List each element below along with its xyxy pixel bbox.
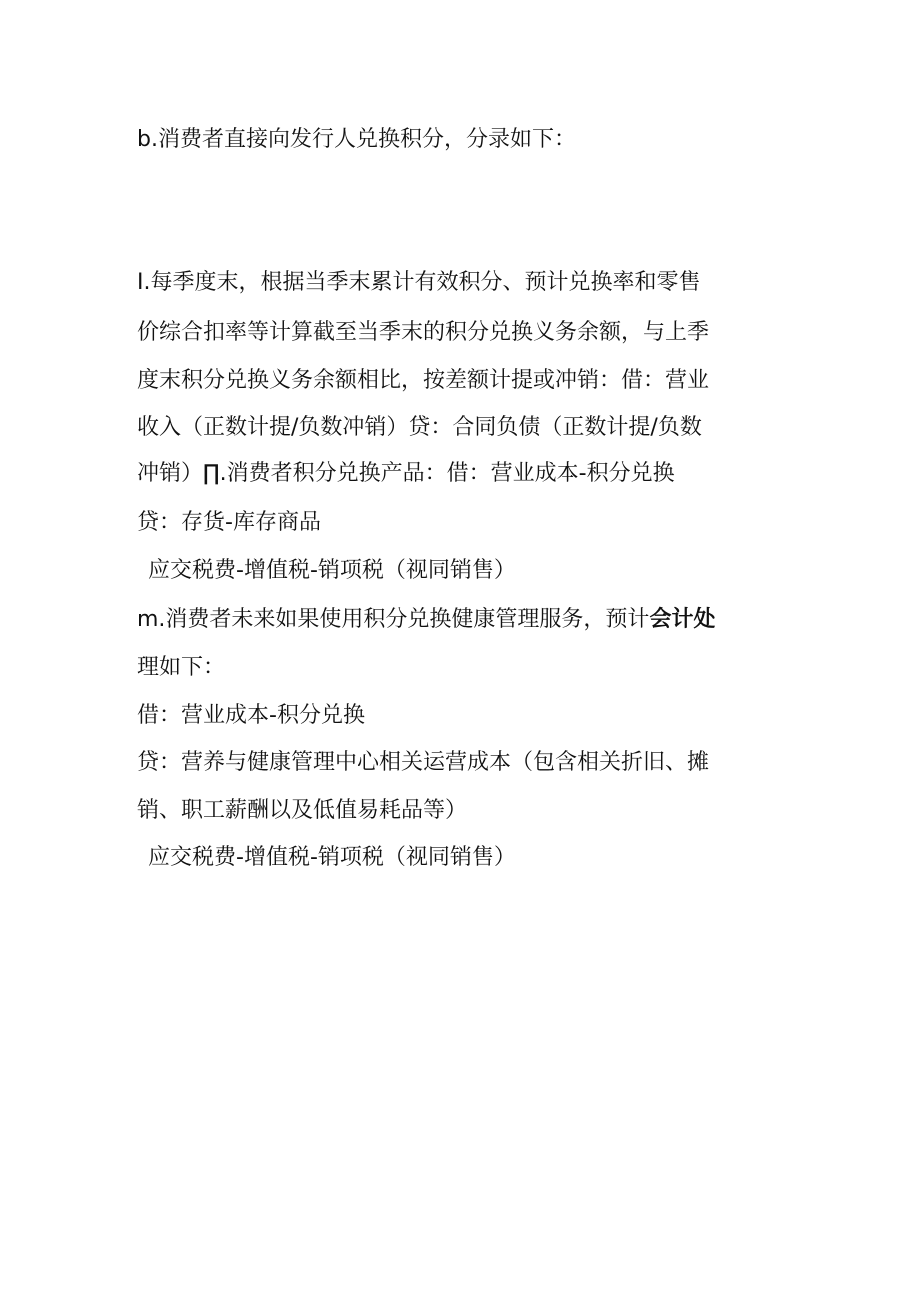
para1-line-6: 贷：存货-库存商品	[137, 510, 321, 535]
para1-line-1: I.每季度末，根据当季末累计有效积分、预计兑换率和零售	[137, 270, 701, 295]
para1-line-3: 度末积分兑换义务余额相比，按差额计提或冲销：借：营业	[137, 368, 710, 393]
para-m-bold-text: 会计处	[649, 607, 716, 632]
para1-line-4: 收入（正数计提/负数冲销）贷：合同负债（正数计提/负数	[137, 415, 702, 440]
tax-entry: 应交税费-增值税-销项税（视同销售）	[148, 845, 516, 870]
para1-line-5: 冲销）∏.消费者积分兑换产品：借：营业成本-积分兑换	[137, 461, 675, 486]
section-heading-b: b.消费者直接向发行人兑换积分，分录如下：	[137, 127, 576, 152]
debit-entry: 借：营业成本-积分兑换	[137, 703, 365, 728]
credit-entry-line-1: 贷：营养与健康管理中心相关运营成本（包含相关折旧、摊	[137, 750, 710, 775]
para1-line-2: 价综合扣率等计算截至当季末的积分兑换义务余额，与上季	[137, 320, 710, 345]
para-m-line-1-text: m.消费者未来如果使用积分兑换健康管理服务，预计	[137, 607, 650, 632]
para-m-line-1	[137, 605, 715, 635]
credit-entry-line-2: 销、职工薪酬以及低值易耗品等）	[137, 798, 468, 823]
para-m-line-2: 理如下：	[137, 655, 226, 680]
para1-line-7: 应交税费-增值税-销项税（视同销售）	[148, 558, 516, 583]
